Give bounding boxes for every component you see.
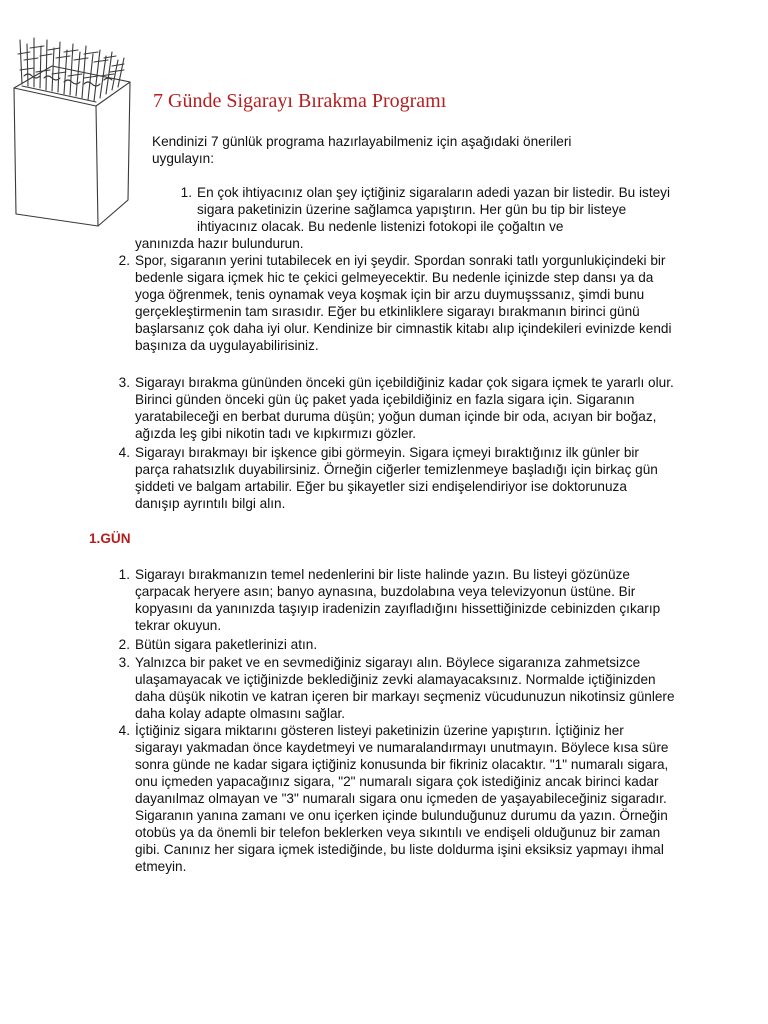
list-item-text: İçtiğiniz sigara miktarını gösteren listeyi paketinizin üzerine yapıştırın. İçtiğiniz her sigarayı yakmadan önce kaydetmeyi ve numaralandırmayı unutmayın. Böylece kısa süre sonra günde ne kadar sigara içtiğiniz konusunda bir fikriniz olacaktır. "1" numaralı sigara, onu içmeden yapacağınız sigara, "2" numaralı sigara çok istediğiniz ancak birinci kadar dayanılmaz olmayan ve "3" numaralı sigara onu içmeden de yaşayabileceğiniz sigaradır. Sigaranın yanına zamanı ve onu içerken içinde bulunduğunuz durumu da yazın. Örneğin otobüs ya da önemli bir telefon beklerken veya sıkıntılı ve endişeli olduğunuz bir zaman gibi. Canınız her sigara içmek istediğinde, bu liste doldurma işini eksiksiz yapmayı ihmal etmeyin. [135,723,669,874]
intro-paragraph: Kendinizi 7 günlük programa hazırlayabilmeniz için aşağıdaki önerileri uygulayın: [152,134,572,166]
section-heading-day1: 1.GÜN [89,531,131,546]
list-item-text: En çok ihtiyacınız olan şey içtiğiniz sigaraların adedi yazan bir listedir. Bu isteyi sigara paketinizin üzerine sağlamca yapıştırın. Her gün bu tip bir listeye ihtiyacınız olacak. Bu nedenle listenizi fotokopi ile çoğaltın ve [197,185,670,234]
list-item-number: 4. [118,445,130,460]
list-item-number: 3. [118,655,130,670]
list-item [118,636,675,653]
list-item [135,184,675,252]
list-item-number: 4. [118,723,130,738]
list-item [118,252,675,354]
list-item-text: Sigarayı bırakma gününden önceki gün içebildiğiniz kadar çok sigara içmek te yararlı olur. Birinci günden önceki gün üç paket yada içebildiğiniz en fazla sigara için. Sigaranın yaratabileceği en berbat duruma düşün; yoğun duman içinde bir oda, acıyan bir boğaz, ağızda leş gibi nikotin tadı ve kıpkırmızı gözler. [135,375,674,441]
list-item [118,654,675,722]
list-item-number: 3. [118,375,130,390]
list-item-text: Bütün sigara paketlerinizi atın. [135,637,318,652]
list-item-number: 2. [118,253,130,268]
list-item-text-tail: yanınızda hazır bulundurun. [135,236,304,251]
list-item [118,374,675,442]
list-item [118,566,675,634]
page-title: 7 Günde Sigarayı Bırakma Programı [153,90,447,112]
list-item-number: 1. [180,185,192,200]
list-item-number: 1. [118,567,130,582]
list-item-text: Sigarayı bırakmayı bir işkence gibi görmeyin. Sigara içmeyi bıraktığınız ilk günler bir parça rahatsızlık duyabilirsiniz. Örneğin ciğerler temizlenmeye başladığı için birkaç gün şiddeti ve balgam artabilir. Eğer bu şikayetler sizi endişelendiriyor ise doktorunuza danışıp ayrıntılı bilgi alın. [135,445,658,511]
list-item-text: Yalnızca bir paket ve en sevmediğiniz sigarayı alın. Böylece sigaranıza zahmetsizce ulaşamayacak ve içtiğinizde beklediğiniz zevki alamayacaksınız. Normalde içtiğinizden daha düşük nikotin ve katran içeren bir markayı seçmeniz vücudunuzun nikotinsiz günlere daha kolay adapte olmasını sağlar. [135,655,675,721]
list-item-text: Sigarayı bırakmanızın temel nedenlerini bir liste halinde yazın. Bu listeyi gözünüze çarpacak heryere asın; banyo aynasına, buzdolabına veya televizyonun üstüne. Bir kopyasını da yanınızda taşıyıp iradenizin zayıfladığını hissettiğinizde cebinizden çıkarıp tekrar okuyun. [135,567,661,633]
list-item-number: 2. [118,637,130,652]
list-item [118,722,675,875]
list-item-text: Spor, sigaranın yerini tutabilecek en iyi şeydir. Spordan sonraki tatlı yorgunlukiçindeki bir bedenle sigara içmek hic te çekici gelmeyecektir. Bu nedenle içinizde step dansı ya da yoga öğrenmek, tenis oynamak veya koşmak için bir arzu duymuşssanız, şimdi bunu gerçekleştirmenin tam sırasıdır. Eğer bu etkinliklere sigarayı bırakmanın birinci günü başlarsanız çok daha iyi olur. Kendinize bir cimnastik kitabı alıp içindekileri evinizde kendi başınıza da uygulayabilirisiniz. [135,253,672,353]
list-item [118,444,675,512]
cigarette-pack-icon [0,30,150,230]
